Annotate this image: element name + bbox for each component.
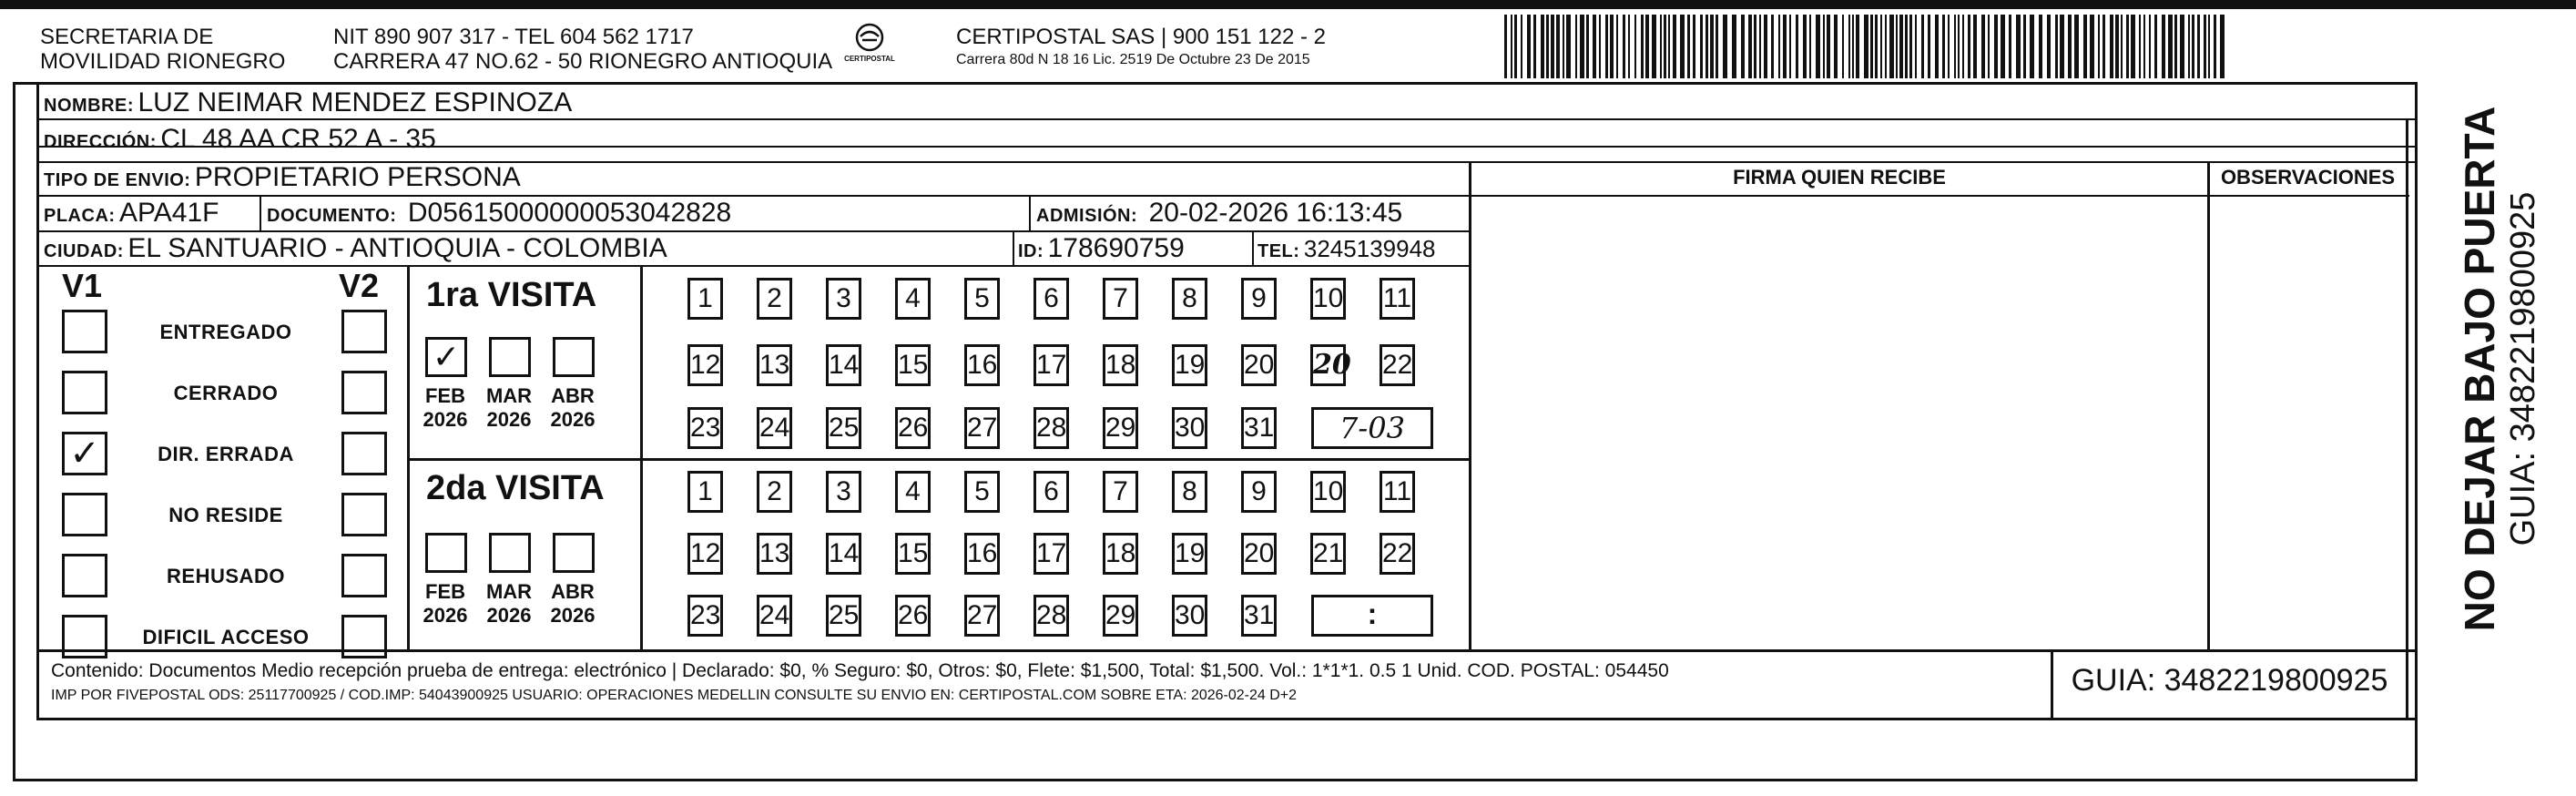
- barcode-bar: [1541, 15, 1544, 78]
- barcode-bar: [2090, 15, 2094, 78]
- barcode-bar: [1896, 15, 1898, 78]
- day-box[interactable]: 30: [1172, 595, 1207, 637]
- barcode-bar: [1551, 15, 1554, 78]
- day-box[interactable]: 7: [1103, 471, 1138, 513]
- barcode-bar: [1823, 15, 1825, 78]
- day-box[interactable]: 27: [964, 407, 1000, 449]
- day-box[interactable]: 1: [687, 278, 723, 320]
- visit-divider-line: [407, 458, 1471, 461]
- id-label: ID:: [1018, 241, 1044, 261]
- day-box[interactable]: 23: [687, 407, 723, 449]
- side-panel: [2440, 106, 2559, 632]
- barcode-bar: [2188, 15, 2190, 78]
- barcode-bar: [1778, 15, 1780, 78]
- visit1-title: 1ra VISITA: [426, 276, 597, 314]
- barcode-bar: [2001, 15, 2005, 78]
- month-year: 2026: [486, 408, 532, 431]
- day-box[interactable]: 2: [757, 471, 792, 513]
- barcode-bar: [1527, 15, 1531, 78]
- day-box[interactable]: 27: [964, 595, 1000, 637]
- barcode-bar: [2180, 15, 2184, 78]
- day-box[interactable]: 30: [1172, 407, 1207, 449]
- day-box[interactable]: 14: [826, 533, 861, 575]
- day-box[interactable]: 29: [1103, 407, 1138, 449]
- v1-checkbox[interactable]: [62, 310, 107, 353]
- day-box[interactable]: 13: [757, 344, 792, 386]
- day-box[interactable]: 28: [1033, 595, 1069, 637]
- placa-value: APA41F: [119, 198, 219, 228]
- day-box[interactable]: 11: [1380, 471, 1415, 513]
- barcode-bar: [1935, 15, 1939, 78]
- barcode-bar: [1834, 15, 1838, 78]
- day-box[interactable]: 16: [964, 533, 1000, 575]
- barcode-bar: [1764, 15, 1767, 78]
- day-box[interactable]: 15: [895, 533, 931, 575]
- admision-field: [1036, 199, 1402, 227]
- barcode-bar: [2060, 15, 2064, 78]
- day-box[interactable]: 15: [895, 344, 931, 386]
- barcode-bar: [1842, 15, 1844, 78]
- day-box[interactable]: 18: [1103, 533, 1138, 575]
- barcode-bar: [2220, 15, 2225, 78]
- footer-contenido: Contenido: Documentos Medio recepción prueba de entrega: electrónico | Declarado: $0, % Seguro: $0, Otros: $0, Flete: $1,500, Total: $1,500. Vol.: 1*1*1. 0.5 1 Unid. COD. POSTAL: 054450: [51, 660, 1669, 681]
- v2-checkbox[interactable]: [341, 493, 387, 536]
- barcode-bar: [1981, 15, 1985, 78]
- barcode-bar: [2115, 15, 2119, 78]
- month-name: ABR: [551, 580, 595, 603]
- nombre-row: [44, 89, 572, 117]
- certipostal-logo: [842, 22, 897, 67]
- v2-checkbox[interactable]: [341, 615, 387, 658]
- barcode-bar: [1968, 15, 1970, 78]
- barcode-bar: [1504, 15, 1507, 78]
- ciudad-field: [44, 235, 667, 262]
- frame-right-line: [2415, 82, 2418, 781]
- ciudad-value: EL SANTUARIO - ANTIOQUIA - COLOMBIA: [127, 233, 667, 263]
- barcode-bar: [1623, 15, 1625, 78]
- barcode-bar: [1875, 15, 1878, 78]
- day-box[interactable]: 20: [1310, 344, 1346, 386]
- barcode-bar: [1816, 15, 1820, 78]
- visit1-time-box[interactable]: 7-03: [1311, 407, 1433, 449]
- barcode-bar: [1954, 15, 1956, 78]
- day-box[interactable]: 8: [1172, 278, 1207, 320]
- day-box[interactable]: 4: [895, 278, 931, 320]
- barcode-bar: [1687, 15, 1690, 78]
- barcode-bar: [2009, 15, 2011, 78]
- day-box[interactable]: 16: [964, 344, 1000, 386]
- barcode-bar: [2208, 15, 2210, 78]
- v1-checkbox[interactable]: ✓: [62, 432, 107, 475]
- barcode-bar: [1748, 15, 1752, 78]
- month-year: 2026: [486, 604, 532, 627]
- barcode-bar: [1889, 15, 1894, 78]
- barcode-bar: [1754, 15, 1756, 78]
- col-line-right: [2406, 118, 2408, 719]
- barcode-bar: [1673, 15, 1676, 78]
- barcode-bar: [1783, 15, 1787, 78]
- day-box[interactable]: 9: [1241, 278, 1277, 320]
- barcode-bar: [1909, 15, 1912, 78]
- side-warning: NO DEJAR BAJO PUERTA: [2456, 106, 2503, 632]
- v2-checkbox[interactable]: [341, 554, 387, 597]
- barcode-bar: [2192, 15, 2194, 78]
- day-box[interactable]: 20: [1241, 533, 1277, 575]
- barcode-bar: [1710, 15, 1714, 78]
- barcode-bar: [2126, 15, 2129, 78]
- barcode-bar: [1928, 15, 1930, 78]
- col-line-firma: [1469, 161, 1471, 651]
- barcode-bar: [1921, 15, 1924, 78]
- month-name: MAR: [485, 384, 533, 407]
- day-box[interactable]: 1: [687, 471, 723, 513]
- footer-imp: IMP POR FIVEPOSTAL ODS: 25117700925 / COD.IMP: 54043900925 USUARIO: OPERACIONES MEDELLIN CONSULTE SU ENVIO EN: CERTIPOSTAL.COM SOBRE ETA: 2026-02-24 D+2: [51, 688, 1298, 703]
- tel-value: 3245139948: [1303, 235, 1436, 262]
- barcode-bar: [1652, 15, 1656, 78]
- status-label: ENTREGADO: [159, 321, 292, 343]
- day-box[interactable]: 13: [757, 533, 792, 575]
- documento-field: [267, 199, 731, 227]
- barcode-bar: [1732, 15, 1736, 78]
- barcode-bar: [1521, 15, 1522, 78]
- barcode-bar: [2214, 15, 2216, 78]
- barcode-bar: [1593, 15, 1596, 78]
- month-name: MAR: [485, 580, 533, 603]
- day-box[interactable]: 29: [1103, 595, 1138, 637]
- nombre-label: NOMBRE:: [44, 96, 135, 116]
- col-line-placa: [260, 195, 261, 231]
- day-box[interactable]: 12: [687, 344, 723, 386]
- barcode-bar: [1880, 15, 1882, 78]
- barcode-bar: [1723, 15, 1727, 78]
- day-box[interactable]: 12: [687, 533, 723, 575]
- barcode-bar: [1958, 15, 1960, 78]
- day-box[interactable]: 10: [1310, 471, 1346, 513]
- barcode-bar: [1870, 15, 1873, 78]
- barcode-bar: [2030, 15, 2034, 78]
- day-box[interactable]: 26: [895, 595, 931, 637]
- org-line-2: MOVILIDAD RIONEGRO: [40, 49, 286, 74]
- courier-info: [956, 25, 1326, 70]
- firma-label: FIRMA QUIEN RECIBE: [1733, 166, 1946, 189]
- barcode-bar: [1566, 15, 1571, 78]
- barcode-bar: [1645, 15, 1649, 78]
- barcode-bar: [1680, 15, 1685, 78]
- day-box[interactable]: 31: [1241, 407, 1277, 449]
- barcode-bar: [1915, 15, 1917, 78]
- direccion-value: CL 48 AA CR 52 A - 35: [160, 124, 436, 154]
- col-line-tel: [1252, 230, 1254, 267]
- day-box[interactable]: 3: [826, 471, 861, 513]
- barcode-bar: [2162, 15, 2165, 78]
- barcode-bar: [1988, 15, 1990, 78]
- status-label: DIR. ERRADA: [158, 443, 294, 465]
- direccion-label: DIRECCIÓN:: [44, 132, 157, 152]
- barcode-bar: [1605, 15, 1608, 78]
- col-line-id: [1013, 230, 1014, 267]
- placa-label: PLACA:: [44, 206, 116, 226]
- nombre-value: LUZ NEIMAR MENDEZ ESPINOZA: [137, 87, 573, 117]
- day-box[interactable]: 17: [1033, 344, 1069, 386]
- row-line-4: [36, 195, 1471, 197]
- frame-top-line: [13, 82, 2417, 85]
- barcode-bar: [2074, 15, 2079, 78]
- barcode-bar: [1641, 15, 1644, 78]
- side-guia: GUIA: 3482219800925: [2504, 191, 2542, 546]
- month-checkbox[interactable]: [553, 533, 595, 573]
- barcode-bar: [2110, 15, 2113, 78]
- barcode-bar: [2047, 15, 2051, 78]
- visit2-title: 2da VISITA: [426, 469, 605, 507]
- barcode-bar: [1693, 15, 1695, 78]
- v1-checkbox[interactable]: [62, 615, 107, 658]
- barcode-bar: [1905, 15, 1908, 78]
- status-label: CERRADO: [173, 382, 279, 404]
- firma-header-line: [1471, 195, 2409, 197]
- barcode-bar: [2139, 15, 2141, 78]
- day-box[interactable]: 14: [826, 344, 861, 386]
- top-border: [0, 0, 2576, 9]
- v2-checkbox[interactable]: [341, 310, 387, 353]
- day-box[interactable]: 25: [826, 407, 861, 449]
- day-box[interactable]: 8: [1172, 471, 1207, 513]
- day-box[interactable]: 5: [964, 278, 1000, 320]
- barcode-bar: [1700, 15, 1703, 78]
- v1-label: V1: [62, 267, 103, 304]
- row-line-1: [36, 118, 2415, 120]
- barcode-bar: [1796, 15, 1798, 78]
- barcode-bar: [2143, 15, 2145, 78]
- documento-label: DOCUMENTO:: [267, 206, 397, 226]
- logo-text: CERTIPOSTAL: [844, 55, 895, 63]
- barcode-bar: [2023, 15, 2026, 78]
- admision-label: ADMISIÓN:: [1036, 206, 1138, 226]
- courier-line-1: CERTIPOSTAL SAS | 900 151 122 - 2: [956, 25, 1326, 49]
- v2-label: V2: [339, 267, 380, 304]
- barcode: [1502, 15, 2231, 78]
- day-box[interactable]: 3: [826, 278, 861, 320]
- direccion-row: [44, 126, 436, 153]
- status-label: REHUSADO: [167, 565, 285, 587]
- barcode-bar: [1556, 15, 1560, 78]
- tipo-envio-label: TIPO DE ENVIO:: [44, 170, 191, 190]
- v2-checkbox[interactable]: [341, 432, 387, 475]
- frame-bottom-line: [13, 779, 2417, 781]
- day-box[interactable]: 7: [1103, 278, 1138, 320]
- org-name: [40, 25, 285, 74]
- barcode-bar: [1948, 15, 1950, 78]
- address-line: [333, 49, 832, 74]
- barcode-bar: [1634, 15, 1636, 78]
- barcode-bar: [2016, 15, 2021, 78]
- day-box[interactable]: 19: [1172, 533, 1207, 575]
- v2-checkbox[interactable]: [341, 371, 387, 414]
- barcode-bar: [2149, 15, 2151, 78]
- barcode-bar: [1546, 15, 1549, 78]
- barcode-bar: [1789, 15, 1791, 78]
- barcode-bar: [2055, 15, 2058, 78]
- day-box[interactable]: 26: [895, 407, 931, 449]
- barcode-bar: [1580, 15, 1584, 78]
- day-box[interactable]: 17: [1033, 533, 1069, 575]
- barcode-bar: [1705, 15, 1708, 78]
- day-box[interactable]: 22: [1380, 344, 1415, 386]
- v1-checkbox[interactable]: [62, 554, 107, 597]
- day-box[interactable]: 6: [1033, 278, 1069, 320]
- barcode-bar: [1942, 15, 1945, 78]
- day-box[interactable]: 22: [1380, 533, 1415, 575]
- barcode-bar: [1856, 15, 1859, 78]
- footer-bottom-line: [36, 718, 2415, 720]
- footer-guia: GUIA: 3482219800925: [2071, 663, 2388, 698]
- barcode-bar: [1599, 15, 1601, 78]
- observaciones-label: OBSERVACIONES: [2220, 166, 2396, 189]
- day-box[interactable]: 11: [1380, 278, 1415, 320]
- barcode-bar: [2174, 15, 2177, 78]
- barcode-bar: [1771, 15, 1774, 78]
- courier-line-2: Carrera 80d N 18 16 Lic. 2519 De Octubre 23 De 2015: [956, 52, 1310, 67]
- barcode-bar: [2083, 15, 2087, 78]
- barcode-bar: [1809, 15, 1811, 78]
- admision-value: 20-02-2026 16:13:45: [1148, 198, 1403, 228]
- barcode-bar: [2204, 15, 2206, 78]
- month-checkbox[interactable]: [489, 337, 531, 377]
- org-contact: [333, 25, 832, 74]
- row-line-6: [36, 265, 1471, 267]
- frame-left-line: [13, 82, 15, 781]
- barcode-bar: [1716, 15, 1718, 78]
- barcode-bar: [1514, 15, 1517, 78]
- day-box[interactable]: 28: [1033, 407, 1069, 449]
- month-name: ABR: [551, 384, 595, 407]
- v1-checkbox[interactable]: [62, 371, 107, 414]
- barcode-bar: [1563, 15, 1564, 78]
- tel-field: [1257, 237, 1436, 260]
- barcode-bar: [1962, 15, 1964, 78]
- barcode-bar: [1741, 15, 1745, 78]
- barcode-bar: [2039, 15, 2042, 78]
- month-checkbox[interactable]: [489, 533, 531, 573]
- day-box[interactable]: 9: [1241, 471, 1277, 513]
- month-name: FEB: [425, 580, 465, 603]
- barcode-bar: [1973, 15, 1977, 78]
- day-box[interactable]: 10: [1310, 278, 1346, 320]
- day-box[interactable]: 24: [757, 595, 792, 637]
- month-checkbox[interactable]: ✓: [425, 337, 467, 377]
- barcode-bar: [2168, 15, 2173, 78]
- barcode-bar: [1848, 15, 1850, 78]
- barcode-bar: [1668, 15, 1670, 78]
- barcode-bar: [1827, 15, 1830, 78]
- placa-field: [44, 199, 219, 227]
- month-name: FEB: [425, 384, 465, 407]
- tipo-envio-value: PROPIETARIO PERSONA: [194, 162, 521, 192]
- barcode-bar: [2131, 15, 2135, 78]
- barcode-bar: [1575, 15, 1577, 78]
- tipo-envio-row: [44, 164, 521, 191]
- barcode-bar: [1664, 15, 1666, 78]
- month-checkbox[interactable]: [425, 533, 467, 573]
- form-left-line: [36, 82, 39, 719]
- barcode-bar: [2098, 15, 2100, 78]
- address-text: CARRERA 47 NO.62 - 50 RIONEGRO ANTIOQUIA: [333, 49, 833, 74]
- col-line-obs: [2207, 161, 2210, 651]
- day-box[interactable]: 21: [1310, 533, 1346, 575]
- barcode-bar: [1864, 15, 1868, 78]
- day-box[interactable]: 5: [964, 471, 1000, 513]
- footer-top-line: [36, 649, 2415, 652]
- month-checkbox[interactable]: [553, 337, 595, 377]
- status-label: NO RESIDE: [168, 504, 283, 526]
- month-year: 2026: [423, 408, 468, 431]
- org-line-1: SECRETARIA DE: [40, 25, 214, 49]
- ciudad-label: CIUDAD:: [44, 241, 124, 261]
- barcode-bar: [1586, 15, 1589, 78]
- status-label: DIFICIL ACCESO: [142, 626, 310, 648]
- id-value: 178690759: [1047, 233, 1185, 263]
- day-box[interactable]: 18: [1103, 344, 1138, 386]
- barcode-bar: [1511, 15, 1512, 78]
- barcode-bar: [1616, 15, 1618, 78]
- day-box[interactable]: 23: [687, 595, 723, 637]
- documento-value: D05615000000053042828: [407, 198, 732, 228]
- col-line-admision: [1029, 195, 1031, 231]
- barcode-bar: [1885, 15, 1887, 78]
- barcode-bar: [2068, 15, 2072, 78]
- barcode-bar: [2197, 15, 2200, 78]
- barcode-bar: [1660, 15, 1662, 78]
- barcode-bar: [2103, 15, 2105, 78]
- barcode-bar: [1759, 15, 1761, 78]
- day-box[interactable]: 2: [757, 278, 792, 320]
- day-box[interactable]: 4: [895, 471, 931, 513]
- nit-line: NIT 890 907 317 - TEL 604 562 1717: [333, 25, 694, 49]
- barcode-bar: [2154, 15, 2157, 78]
- visit2-time-box[interactable]: :: [1311, 595, 1433, 637]
- day-box[interactable]: 24: [757, 407, 792, 449]
- barcode-bar: [1533, 15, 1536, 78]
- barcode-bar: [1994, 15, 1998, 78]
- month-year: 2026: [550, 604, 596, 627]
- barcode-bar: [1852, 15, 1854, 78]
- day-box[interactable]: 6: [1033, 471, 1069, 513]
- day-box[interactable]: 31: [1241, 595, 1277, 637]
- barcode-bar: [1803, 15, 1807, 78]
- tel-label: TEL:: [1257, 241, 1300, 261]
- barcode-bar: [1899, 15, 1903, 78]
- barcode-bar: [2121, 15, 2123, 78]
- month-year: 2026: [423, 604, 468, 627]
- day-box[interactable]: 19: [1172, 344, 1207, 386]
- row-line-5: [36, 230, 1471, 232]
- v1-checkbox[interactable]: [62, 493, 107, 536]
- id-field: [1018, 235, 1185, 262]
- day-box[interactable]: 25: [826, 595, 861, 637]
- day-box[interactable]: 20: [1241, 344, 1277, 386]
- barcode-bar: [1610, 15, 1614, 78]
- month-year: 2026: [550, 408, 596, 431]
- barcode-bar: [1628, 15, 1630, 78]
